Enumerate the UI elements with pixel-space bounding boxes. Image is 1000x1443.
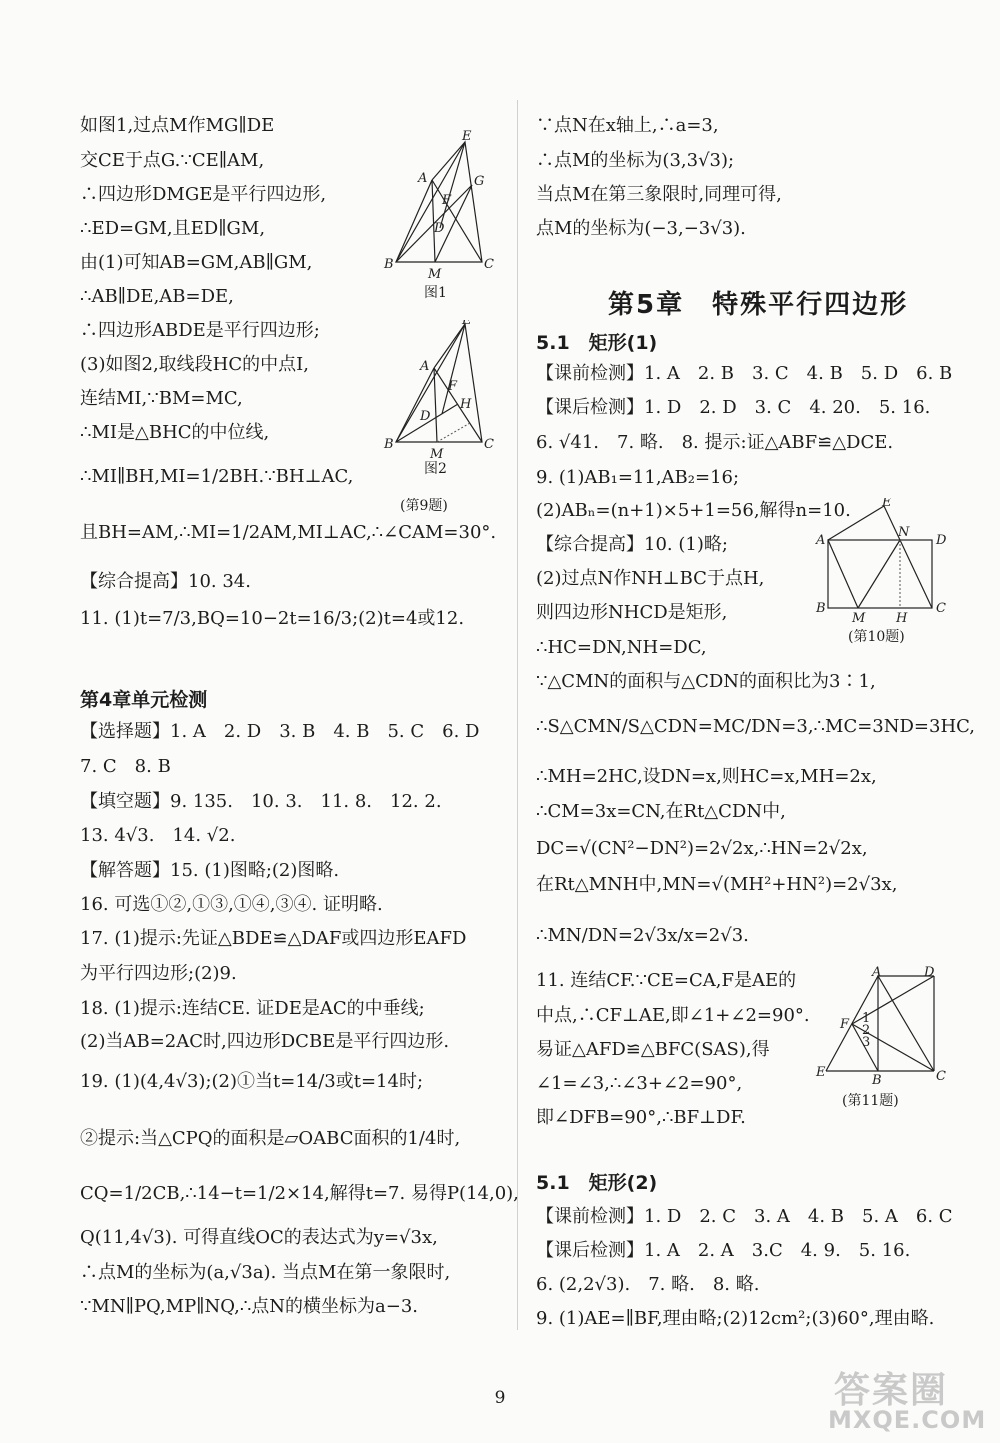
text-line: (3)如图2,取线段HC的中点I, bbox=[80, 354, 309, 375]
svg-text:M: M bbox=[428, 267, 442, 282]
watermark bbox=[820, 1362, 990, 1434]
watermark-url: MXQE.COM bbox=[828, 1406, 987, 1434]
figure-question-11 bbox=[812, 966, 952, 1116]
text-line: ∴MN/DN=2√3x/x=2√3. bbox=[536, 925, 749, 946]
text-line: Q(11,4√3). 可得直线OC的表达式为y=√3x, bbox=[80, 1227, 438, 1248]
question-11-caption: (第11题) bbox=[842, 1093, 899, 1109]
chapter-title: 第5章 特殊平行四边形 bbox=[608, 290, 909, 320]
svg-text:E: E bbox=[882, 498, 892, 510]
figure-1 bbox=[380, 130, 500, 320]
figure-2-diagram bbox=[380, 320, 500, 470]
text-line: ∴S△CMN/S△CDN=MC/DN=3,∴MC=3ND=3HC, bbox=[536, 716, 976, 737]
section-title: 5.1 矩形(1) bbox=[536, 332, 658, 354]
text-line: 中点,∴CF⊥AE,即∠1+∠2=90°. bbox=[536, 1005, 810, 1026]
svg-text:B: B bbox=[384, 257, 394, 272]
text-line: DC=√(CN²−DN²)=2√2x,∴HN=2√2x, bbox=[536, 838, 868, 859]
text-line: 【课前检测】1. D 2. C 3. A 4. B 5. A 6. C bbox=[536, 1206, 953, 1227]
svg-text:H: H bbox=[460, 397, 472, 412]
text-line: ∵MN∥PQ,MP∥NQ,∴点N的横坐标为a−3. bbox=[80, 1296, 419, 1317]
text-line: 交CE于点G.∵CE∥AM, bbox=[80, 150, 265, 171]
text-line: 18. (1)提示:连结CE. 证DE是AC的中垂线; bbox=[80, 998, 425, 1019]
svg-text:B: B bbox=[384, 437, 394, 452]
svg-text:F: F bbox=[442, 193, 452, 208]
svg-text:A: A bbox=[418, 171, 428, 186]
question-9-caption: (第9题) bbox=[400, 498, 448, 514]
text-line: 11. 连结CF.∵CE=CA,F是AE的 bbox=[536, 970, 797, 991]
text-line: ∴AB∥DE,AB=DE, bbox=[80, 286, 234, 307]
svg-text:A: A bbox=[816, 533, 826, 548]
svg-text:C: C bbox=[484, 257, 494, 272]
text-line: (2)过点N作NH⊥BC于点H, bbox=[536, 568, 765, 589]
text-line: ②提示:当△CPQ的面积是▱OABC面积的1/4时, bbox=[80, 1128, 461, 1149]
figure-10-diagram bbox=[812, 498, 952, 623]
text-line: 9. (1)AB₁=11,AB₂=16; bbox=[536, 467, 740, 488]
text-line: ∠1=∠3,∴∠3+∠2=90°, bbox=[536, 1073, 743, 1094]
svg-text:D: D bbox=[924, 966, 935, 980]
svg-text:B: B bbox=[872, 1073, 882, 1088]
text-line: 【解答题】15. (1)图略;(2)图略. bbox=[80, 860, 340, 881]
text-line: 13. 4√3. 14. √2. bbox=[80, 825, 236, 846]
svg-text:F: F bbox=[840, 1017, 850, 1032]
text-line: 【课后检测】1. A 2. A 3.C 4. 9. 5. 16. bbox=[536, 1240, 911, 1261]
svg-text:E: E bbox=[462, 320, 472, 328]
text-line: ∴四边形ABDE是平行四边形; bbox=[80, 320, 320, 341]
svg-text:E: E bbox=[816, 1065, 826, 1080]
text-line: 为平行四边形;(2)9. bbox=[80, 963, 237, 984]
text-line: 16. 可选①②,①③,①④,③④. 证明略. bbox=[80, 894, 383, 915]
text-line: 【综合提高】10. 34. bbox=[80, 571, 251, 592]
text-line: 即∠DFB=90°,∴BF⊥DF. bbox=[536, 1107, 746, 1128]
svg-text:B: B bbox=[816, 601, 826, 616]
text-line: 在Rt△MNH中,MN=√(MH²+HN²)=2√3x, bbox=[536, 874, 898, 895]
figure-1-caption: 图1 bbox=[424, 285, 447, 301]
svg-text:A: A bbox=[872, 966, 882, 980]
text-line: 【综合提高】10. (1)略; bbox=[536, 534, 728, 555]
text-line: 9. (1)AE=∥BF,理由略;(2)12cm²;(3)60°,理由略. bbox=[536, 1308, 935, 1329]
text-line: ∴MI是△BHC的中位线, bbox=[80, 422, 270, 443]
text-line: 易证△AFD≌△BFC(SAS),得 bbox=[536, 1039, 770, 1060]
svg-text:F: F bbox=[448, 379, 458, 394]
svg-text:A: A bbox=[420, 359, 430, 374]
text-line: 点M的坐标为(−3,−3√3). bbox=[536, 218, 746, 239]
text-line: 且BH=AM,∴MI=1/2AM,MI⊥AC,∴∠CAM=30°. bbox=[80, 522, 497, 543]
svg-text:C: C bbox=[936, 1069, 946, 1084]
svg-text:M: M bbox=[852, 611, 866, 623]
figure-question-10 bbox=[812, 498, 952, 648]
text-line: ∴四边形DMGE是平行四边形, bbox=[80, 184, 327, 205]
svg-text:2: 2 bbox=[862, 1023, 871, 1038]
text-line: 7. C 8. B bbox=[80, 756, 171, 777]
text-line: 17. (1)提示:先证△BDE≌△DAF或四边形EAFD bbox=[80, 928, 467, 949]
page-number: 9 bbox=[494, 1388, 506, 1408]
text-line: ∴MI∥BH,MI=1/2BH.∵BH⊥AC, bbox=[80, 466, 354, 487]
text-line: ∵点N在x轴上,∴a=3, bbox=[536, 115, 719, 136]
text-line: ∴点M的坐标为(3,3√3); bbox=[536, 150, 735, 171]
svg-text:E: E bbox=[462, 130, 472, 144]
text-line: ∵△CMN的面积与△CDN的面积比为3∶1, bbox=[536, 671, 876, 692]
text-line: CQ=1/2CB,∴14−t=1/2×14,解得t=7. 易得P(14,0), bbox=[80, 1183, 519, 1204]
section-title: 第4章单元检测 bbox=[80, 689, 208, 711]
text-line: 19. (1)(4,4√3);(2)①当t=14/3或t=14时; bbox=[80, 1071, 424, 1092]
text-line: ∴HC=DN,NH=DC, bbox=[536, 637, 707, 658]
text-line: 由(1)可知AB=GM,AB∥GM, bbox=[80, 252, 313, 273]
figure-2-caption: 图2 bbox=[424, 461, 447, 477]
text-line: ∴CM=3x=CN,在Rt△CDN中, bbox=[536, 801, 786, 822]
text-line: 当点M在第三象限时,同理可得, bbox=[536, 184, 782, 205]
text-line: 6. (2,2√3). 7. 略. 8. 略. bbox=[536, 1274, 760, 1295]
text-line: 【填空题】9. 135. 10. 3. 11. 8. 12. 2. bbox=[80, 791, 442, 812]
column-divider bbox=[517, 100, 518, 1330]
text-line: (2)当AB=2AC时,四边形DCBE是平行四边形. bbox=[80, 1031, 450, 1052]
svg-text:1: 1 bbox=[862, 1011, 871, 1026]
svg-text:D: D bbox=[420, 409, 431, 424]
svg-text:D: D bbox=[434, 221, 445, 236]
text-line: (2)ABₙ=(n+1)×5+1=56,解得n=10. bbox=[536, 500, 851, 521]
svg-text:G: G bbox=[474, 174, 485, 189]
question-10-caption: (第10题) bbox=[848, 629, 905, 645]
svg-text:H: H bbox=[896, 611, 908, 623]
svg-text:M: M bbox=[430, 447, 444, 462]
watermark-logo: 答案圈 bbox=[834, 1370, 949, 1411]
text-line: 如图1,过点M作MG∥DE bbox=[80, 115, 275, 136]
svg-text:C: C bbox=[484, 437, 494, 452]
text-line: ∴MH=2HC,设DN=x,则HC=x,MH=2x, bbox=[536, 766, 877, 787]
text-line: 11. (1)t=7/3,BQ=10−2t=16/3;(2)t=4或12. bbox=[80, 608, 465, 629]
text-line: ∴ED=GM,且ED∥GM, bbox=[80, 218, 266, 239]
text-line: 【课前检测】1. A 2. B 3. C 4. B 5. D 6. B bbox=[536, 363, 953, 384]
text-line: 【课后检测】1. D 2. D 3. C 4. 20. 5. 16. bbox=[536, 397, 931, 418]
text-line: 【选择题】1. A 2. D 3. B 4. B 5. C 6. D bbox=[80, 721, 480, 742]
section-title: 5.1 矩形(2) bbox=[536, 1172, 658, 1194]
svg-text:N: N bbox=[898, 525, 910, 540]
svg-text:C: C bbox=[936, 601, 946, 616]
text-line: ∴点M的坐标为(a,√3a). 当点M在第一象限时, bbox=[80, 1262, 451, 1283]
svg-text:3: 3 bbox=[862, 1035, 871, 1050]
text-line: 连结MI,∵BM=MC, bbox=[80, 388, 243, 409]
text-line: 6. √41. 7. 略. 8. 提示:证△ABF≌△DCE. bbox=[536, 432, 894, 453]
text-line: 则四边形NHCD是矩形, bbox=[536, 602, 728, 623]
figure-2 bbox=[380, 320, 500, 520]
figure-11-diagram bbox=[812, 966, 952, 1091]
svg-text:D: D bbox=[936, 533, 947, 548]
